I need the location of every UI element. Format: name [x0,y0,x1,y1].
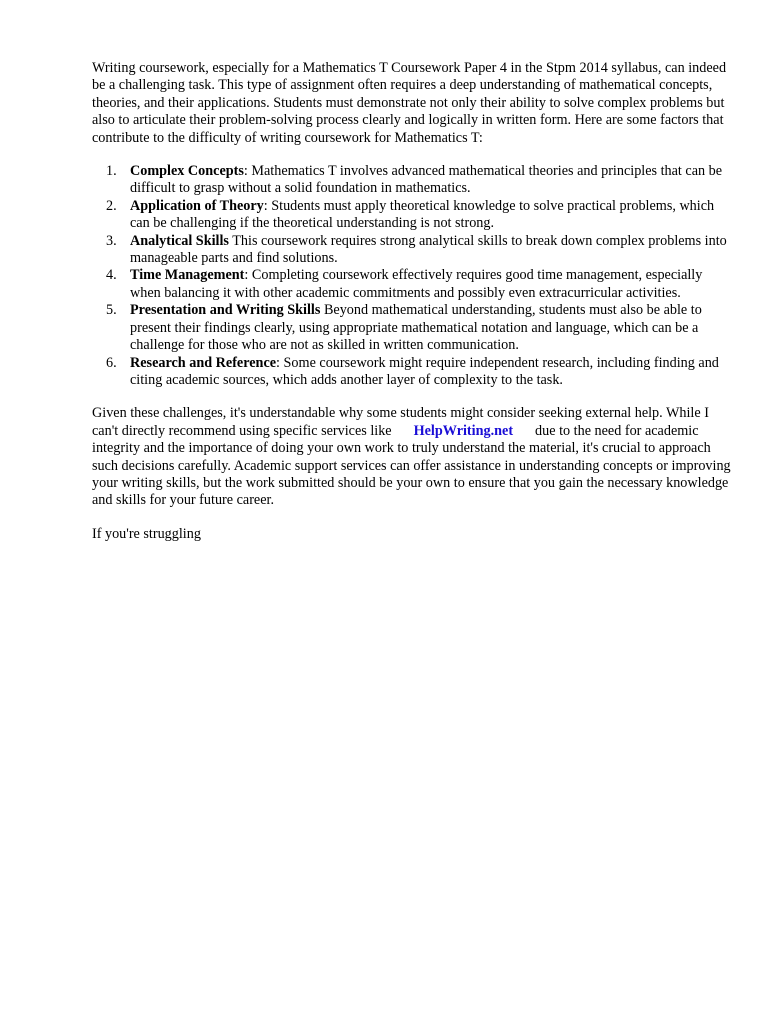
list-number: 2. [106,197,117,214]
document-page [92,60,732,559]
list-item-text: Completing coursework effectively requires good time management, especially when balancing it with other academic commitments and possibly even extracurricular activities. [130,267,703,301]
list-item [106,302,732,354]
list-item-text: Mathematics T involves advanced mathematical theories and principles that can be difficult to grasp without a solid foundation in mathematics. [130,163,723,197]
paragraph-text-before-link: Given these challenges, it's understandable why some students might consider seeking external help. While I can't directly recommend using specific services like [92,405,709,439]
list-item-title: Analytical Skills [130,232,229,249]
list-item [106,267,732,302]
list-item [106,163,732,198]
list-item-separator: : [263,197,268,214]
list-item-title: Application of Theory [130,197,264,214]
helpwriting-link[interactable]: HelpWriting.net [413,422,514,439]
closing-paragraph: If you're struggling [92,525,201,542]
list-number: 3. [106,232,117,249]
list-number: 5. [106,302,117,319]
list-item-title: Complex Concepts [130,163,244,180]
list-number: 1. [106,163,117,180]
list-item-separator: : [244,267,249,284]
paragraph-text-after-link: due to the need for academic integrity and the importance of doing your own work to truly understand the material, it's crucial to approach such decisions carefully. Academic support services can offer assistance in understanding concepts or improving your writing skills, but the work submitted should be your own to ensure that you gain the necessary knowledge and skills for your future career. [92,422,731,509]
body-paragraph [92,405,732,509]
intro-paragraph: Writing coursework, especially for a Mathematics T Coursework Paper 4 in the Stpm 2014 syllabus, can indeed be a challenging task. This type of assignment often requires a deep understanding of mathematical concepts, theories, and their applications. Students must demonstrate not only their ability to solve complex problems but also to articulate their problem-solving process clearly and logically in written form. Here are some factors that contribute to the difficulty of writing coursework for Mathematics T: [92,60,727,146]
list-item-separator: : [276,354,280,371]
list-item-title: Time Management [130,267,245,284]
list-number: 6. [106,354,117,371]
list-item-text: Some coursework might require independent research, including finding and citing academic sources, which adds another layer of complexity to the task. [130,354,719,388]
list-item-title: Research and Reference [130,354,277,371]
list-item-text: Beyond mathematical understanding, students must also be able to present their findings clearly, using appropriate mathematical notation and language, which can be a challenge for those who are not as skilled in written communication. [130,302,702,354]
list-item-separator: : [243,163,248,180]
list-item-text: Students must apply theoretical knowledge to solve practical problems, which can be challenging if the theoretical understanding is not strong. [130,197,715,232]
list-item-text: This coursework requires strong analytical skills to break down complex problems into manageable parts and find solutions. [130,232,727,267]
list-item-title: Presentation and Writing Skills [130,302,321,319]
factor-list [92,163,732,389]
list-item [106,197,732,233]
list-number: 4. [106,267,117,284]
list-item [106,354,732,390]
list-item [106,232,732,268]
